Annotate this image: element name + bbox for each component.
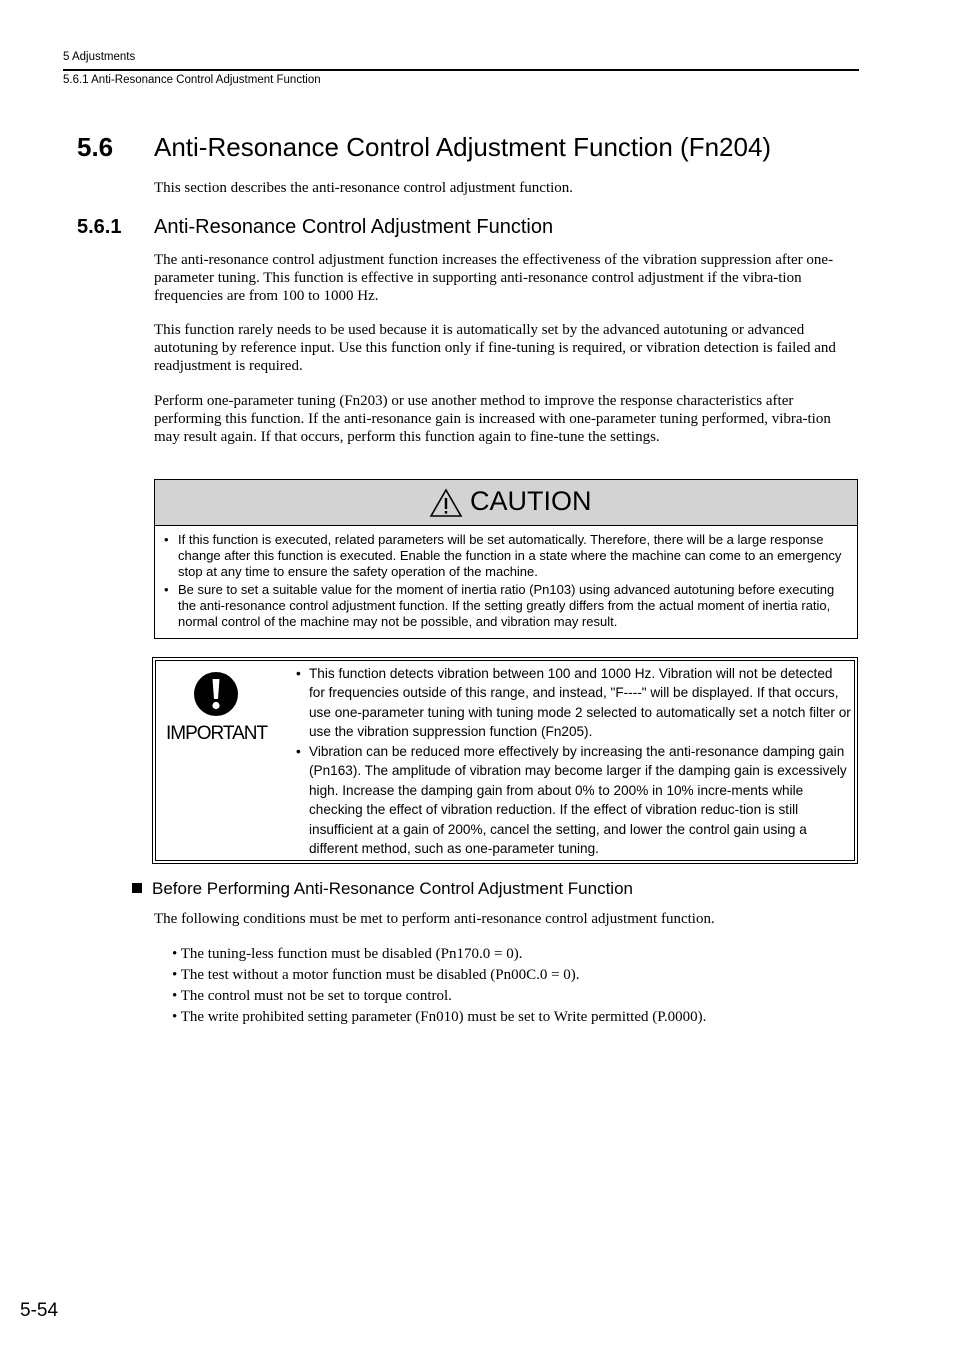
important-inner-frame xyxy=(155,660,855,861)
subsection-heading xyxy=(77,216,553,239)
running-header-chapter: 5 Adjustments xyxy=(63,51,136,63)
warning-triangle-icon xyxy=(429,488,463,518)
bullet: • xyxy=(164,532,169,547)
caution-item xyxy=(164,532,844,580)
condition-item: • The test without a motor function must be disabled (Pn00C.0 = 0). xyxy=(172,967,580,983)
condition-item: • The write prohibited setting parameter (Fn010) must be set to Write permitted (P.0000). xyxy=(172,1009,707,1025)
condition-item: • The control must not be set to torque control. xyxy=(172,988,452,1004)
subsection-number: 5.6.1 xyxy=(77,216,122,238)
square-bullet-icon xyxy=(132,883,142,893)
important-item xyxy=(296,664,851,742)
important-label: IMPORTANT xyxy=(166,723,268,744)
paragraph: Perform one-parameter tuning (Fn203) or use another method to improve the response characteristics after performing this function. If the anti-resonance gain is increased with one-parameter tuning performed, vibra-tion may result again. If that occurs, perform this function again to fine-tune the settings. xyxy=(154,393,831,445)
caution-item xyxy=(164,582,844,630)
before-intro: The following conditions must be met to perform anti-resonance control adjustment function. xyxy=(154,911,715,927)
paragraph: This function rarely needs to be used because it is automatically set by the advanced autotuning or advanced autotuning by reference input. Use this function only if fine-tuning is required, or vibration detection is failed and readjustment is required. xyxy=(154,322,836,374)
page-number: 5-54 xyxy=(20,1300,59,1321)
caution-title: CAUTION xyxy=(470,486,592,516)
caution-item-text: If this function is executed, related parameters will be set automatically. Therefore, there will be a large response change after this function is executed. Enable the function in a state where the machine can come to an emergency stop at any time to ensure the safety operation of the machine. xyxy=(178,532,842,579)
running-header-section: 5.6.1 Anti-Resonance Control Adjustment Function xyxy=(63,74,321,86)
caution-box xyxy=(154,479,858,639)
important-item-text: This function detects vibration between 100 and 1000 Hz. Vibration will not be detected for frequencies outside of this range, and instead, "F----" will be displayed. If that occurs, use one-parameter tuning with tuning mode 2 selected to automatically set a notch filter or use the vibration suppression function (Fn205). xyxy=(309,666,851,740)
important-item-text: Vibration can be reduced more effectively by increasing the anti-resonance damping gain (Pn163). The amplitude of vibration may become larger if the damping gain is excessively high. Increase the damping gain from about 0% to 200% in 10% incre-ments while checking the effect of vibration reduction. If the effect of vibration reduc-tion is still insufficient at a gain of 200%, cancel the setting, and lower the control gain using a different method, such as one-parameter tuning. xyxy=(309,744,847,857)
bullet: • xyxy=(296,666,301,681)
bullet: • xyxy=(296,744,301,759)
before-heading-text: Before Performing Anti-Resonance Control Adjustment Function xyxy=(152,879,633,898)
caution-header xyxy=(155,480,857,526)
section-heading xyxy=(77,132,771,163)
section-number: 5.6 xyxy=(77,132,114,162)
header-rule xyxy=(63,69,859,71)
bullet: • xyxy=(164,582,169,597)
before-heading xyxy=(132,879,633,899)
paragraph: The anti-resonance control adjustment function increases the effectiveness of the vibration suppression after one-parameter tuning. This function is effective in supporting anti-resonance control adjustment if the vibra-tion frequencies are from 100 to 1000 Hz. xyxy=(154,252,834,304)
exclamation-circle-icon xyxy=(193,671,239,717)
caution-item-text: Be sure to set a suitable value for the moment of inertia ratio (Pn103) using advanced autotuning before executing the anti-resonance control adjustment function. If the setting greatly differs from the actual moment of inertia ratio, normal control of the machine may not be possible, and vibration may result. xyxy=(178,582,835,629)
subsection-title: Anti-Resonance Control Adjustment Function xyxy=(154,216,554,238)
condition-item: • The tuning-less function must be disabled (Pn170.0 = 0). xyxy=(172,946,523,962)
important-item xyxy=(296,742,851,858)
section-title: Anti-Resonance Control Adjustment Function (Fn204) xyxy=(154,132,772,162)
section-intro: This section describes the anti-resonance control adjustment function. xyxy=(154,180,574,196)
important-box xyxy=(152,657,858,864)
